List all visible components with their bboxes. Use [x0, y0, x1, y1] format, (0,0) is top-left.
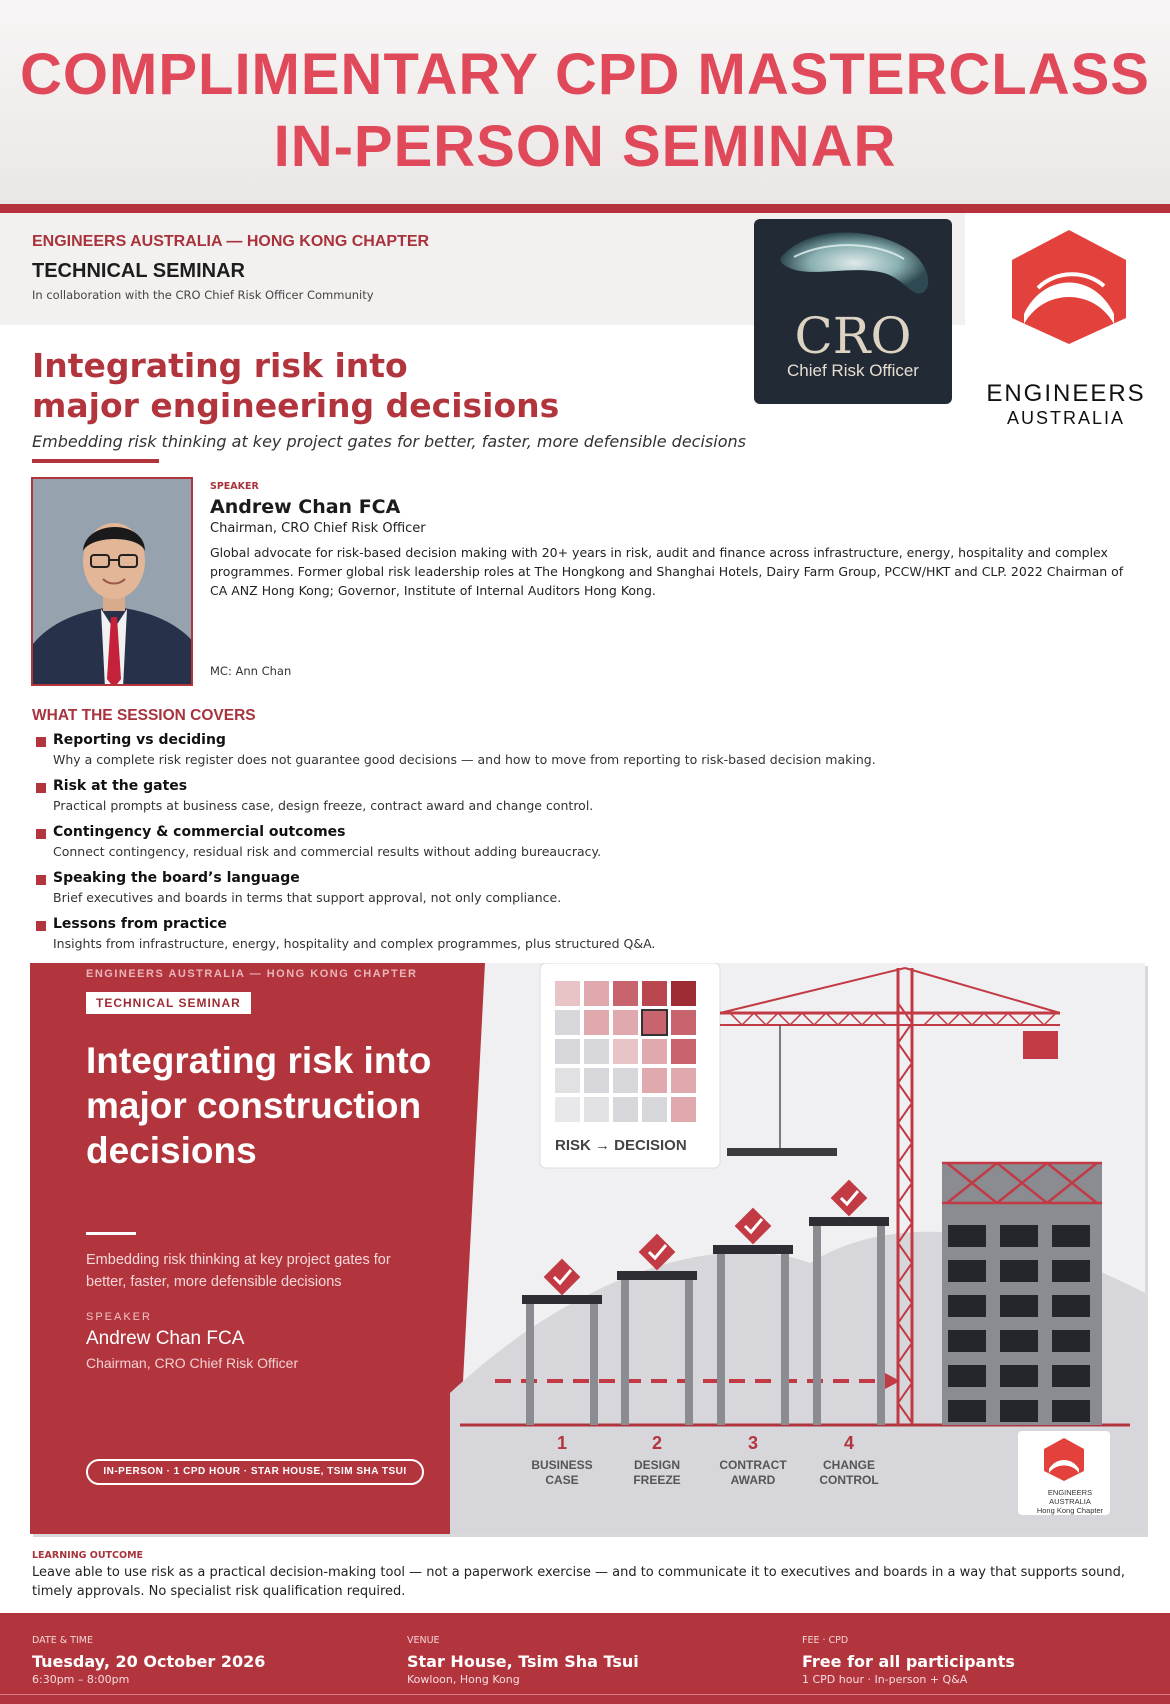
fee-value: Free for all participants [802, 1652, 1015, 1671]
speaker-portrait-image [33, 479, 193, 686]
cro-logo [754, 219, 952, 404]
bullet-square-icon [36, 921, 46, 931]
ea-logo-word-1: ENGINEERS [986, 380, 1146, 407]
banner-divider [0, 204, 1170, 213]
covers-heading: WHAT THE SESSION COVERS [32, 707, 256, 724]
page-subtitle: Embedding risk thinking at key project gates for better, faster, more defensible decisions [32, 432, 746, 451]
hero-badge: TECHNICAL SEMINAR [86, 992, 251, 1014]
cover-item-title: Risk at the gates [53, 778, 188, 794]
bullet-square-icon [36, 783, 46, 793]
collaboration-note: In collaboration with the CRO Chief Risk Officer Community [32, 288, 374, 302]
cro-logo-subtitle: Chief Risk Officer [787, 361, 919, 380]
gate-label: CONTRACT AWARD [719, 1458, 787, 1487]
top-banner [0, 0, 1170, 204]
hero-title-rule [86, 1232, 136, 1235]
banner-line-2: IN-PERSON SEMINAR [273, 114, 897, 179]
speaker-photo [31, 477, 193, 686]
gate-label: DESIGN FREEZE [633, 1458, 681, 1487]
speaker-bio: Global advocate for risk-based decision making with 20+ years in risk, audit and finance across infrastructure, energy, hospitality and complex programmes. Former global risk leadership roles at The Hongkong and Shanghai Hotels, Dairy Farm Group, PCCW/HKT and CLP. 2022 Chairman of CA ANZ Hong Kong; Governor, Institute of Internal Auditors Hong Kong. [210, 545, 1124, 598]
learning-outcome-heading: LEARNING OUTCOME [32, 1550, 144, 1561]
speaker-tag: SPEAKER [210, 481, 259, 492]
gate-label: BUSINESS CASE [531, 1458, 593, 1487]
date-time-block [32, 1635, 265, 1686]
cro-swirl-icon [754, 219, 952, 309]
bullet-square-icon [36, 737, 46, 747]
cover-item-description: Why a complete risk register does not guarantee good decisions — and how to move from reporting to risk-based decision making. [53, 752, 876, 767]
cro-logo-word: CRO [794, 307, 912, 365]
gate-number: 2 [651, 1433, 662, 1453]
engineers-australia-hexagon-icon [1004, 228, 1134, 346]
building-icon [942, 1163, 1102, 1425]
speaker-name: Andrew Chan FCA [210, 496, 401, 518]
date-time-label: DATE & TIME [32, 1635, 93, 1646]
hero-chapter-label: ENGINEERS AUSTRALIA — HONG KONG CHAPTER [86, 968, 418, 980]
mc-label: MC: Ann Chan [210, 664, 292, 678]
cover-item-title: Contingency & commercial outcomes [53, 824, 346, 840]
hero-logo-text: ENGINEERS AUSTRALIA Hong Kong Chapter [1036, 1488, 1104, 1515]
fee-block [802, 1635, 1015, 1686]
gate-number: 3 [747, 1433, 758, 1453]
venue-name: Star House, Tsim Sha Tsui [407, 1652, 639, 1671]
banner-line-1: COMPLIMENTARY CPD MASTERCLASS [20, 42, 1150, 107]
hero-title: Integrating risk into major construction decisions [86, 1040, 432, 1171]
cover-item-title: Lessons from practice [53, 916, 227, 932]
cover-item-title: Reporting vs deciding [53, 732, 226, 748]
hero-illustration [30, 963, 1145, 1534]
chapter-label: ENGINEERS AUSTRALIA — HONG KONG CHAPTER [32, 233, 430, 250]
page-title-line-2: major engineering decisions [32, 386, 560, 425]
risk-decision-label: RISK → DECISION [555, 1137, 687, 1154]
hero-details-pill: IN-PERSON · 1 CPD HOUR · STAR HOUSE, TSIM SHA TSUI [86, 1459, 424, 1485]
venue-location: Kowloon, Hong Kong [407, 1673, 520, 1686]
gate-number: 1 [556, 1433, 567, 1453]
learning-outcome-text: Leave able to use risk as a practical decision-making tool — not a paperwork exercise — and to communicate it to executives and boards in a way that supports sound, timely approvals. No specialist risk qualification required. [32, 1565, 1126, 1599]
title-underline [32, 459, 159, 463]
hero-speaker-name: Andrew Chan FCA [86, 1328, 245, 1349]
page-title-line-1: Integrating risk into [32, 346, 408, 385]
venue-label: VENUE [407, 1635, 440, 1646]
page-title [32, 346, 559, 426]
cover-item-description: Brief executives and boards in terms that support approval, not only compliance. [53, 890, 562, 905]
event-time: 6:30pm – 8:00pm [32, 1673, 130, 1686]
fee-label: FEE · CPD [802, 1635, 849, 1646]
cover-item-description: Insights from infrastructure, energy, hospitality and complex programmes, plus structured Q&A. [53, 936, 656, 951]
footer-rule [0, 1694, 1170, 1695]
risk-matrix-icon [555, 981, 696, 1122]
hero-subtitle: Embedding risk thinking at key project gates for better, faster, more defensible decisions [86, 1252, 391, 1290]
hero-speaker-role: Chairman, CRO Chief Risk Officer [86, 1355, 299, 1371]
cover-item-description: Connect contingency, residual risk and commercial results without adding bureaucracy. [53, 844, 602, 859]
cover-item-title: Speaking the board’s language [53, 870, 300, 886]
bullet-square-icon [36, 875, 46, 885]
event-date: Tuesday, 20 October 2026 [32, 1652, 266, 1671]
ea-logo-word-2: AUSTRALIA [1006, 408, 1126, 428]
venue-block [407, 1635, 639, 1686]
speaker-role: Chairman, CRO Chief Risk Officer [210, 521, 426, 536]
cover-item-description: Practical prompts at business case, design freeze, contract award and change control. [53, 798, 594, 813]
gate-label: CHANGE CONTROL [819, 1458, 879, 1487]
bullet-square-icon [36, 829, 46, 839]
hero-speaker-tag: SPEAKER [86, 1311, 152, 1323]
gate-number: 4 [843, 1433, 854, 1453]
fee-details: 1 CPD hour · In-person + Q&A [802, 1673, 968, 1686]
seminar-type-label: TECHNICAL SEMINAR [32, 260, 245, 282]
